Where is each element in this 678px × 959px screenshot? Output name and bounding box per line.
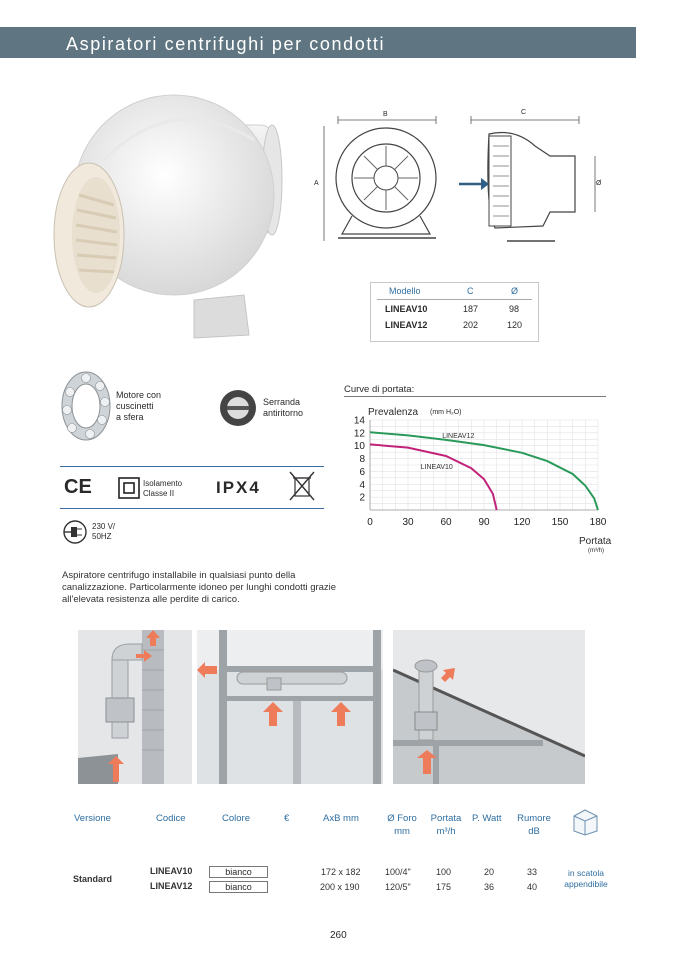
row-watt: 20 xyxy=(484,867,495,877)
spec-header-diam: Ø xyxy=(511,286,519,296)
x-tick-label: 150 xyxy=(551,517,569,528)
product-description: Aspiratore centrifugo installabile in qualsiasi punto della canalizzazione. Particolarmente idoneo per lunghi condotti grazie all'elevata resistenza alle perdite di carico. xyxy=(62,570,337,605)
spec-row-c: 202 xyxy=(463,320,479,330)
product-image xyxy=(44,80,284,340)
row-watt: 36 xyxy=(484,882,495,892)
spec-row-model: LINEAV10 xyxy=(385,304,428,314)
spec-header-model: Modello xyxy=(389,286,421,296)
chart-title: Curve di portata: xyxy=(344,384,415,395)
y-tick-label: 10 xyxy=(353,441,365,453)
cert-bottom-line xyxy=(60,508,324,509)
x-tick-label: 60 xyxy=(440,517,452,528)
feature-motor-text: Motore con cuscinetti a sfera xyxy=(116,390,162,422)
label-a: A xyxy=(314,180,319,187)
damper-icon xyxy=(218,388,258,428)
th-noise: Rumore dB xyxy=(517,813,551,837)
page-number: 260 xyxy=(330,930,347,941)
power-text: 230 V/ 50HZ xyxy=(92,522,116,541)
feature-damper-text: Serranda antiritorno xyxy=(263,397,304,418)
y-tick-label: 2 xyxy=(359,492,365,504)
x-tick-label: 0 xyxy=(367,517,373,528)
row-noise: 33 xyxy=(527,867,538,877)
x-tick-label: 30 xyxy=(402,517,414,528)
side-view-drawing xyxy=(455,106,605,246)
model-spec-table xyxy=(370,282,539,342)
cert-top-line xyxy=(60,466,324,467)
y-tick-label: 8 xyxy=(359,454,365,466)
y-tick-label: 12 xyxy=(353,428,365,440)
row-dims: 172 x 182 xyxy=(321,867,361,877)
weee-bin-icon xyxy=(288,470,316,502)
spec-row-diam: 98 xyxy=(509,304,520,314)
front-view-drawing xyxy=(312,106,452,246)
label-diameter: Ø xyxy=(596,180,602,187)
row-color: bianco xyxy=(209,881,268,893)
flow-chart xyxy=(340,412,620,562)
th-version: Versione xyxy=(74,813,111,824)
ball-bearing-icon xyxy=(60,370,112,442)
th-color: Colore xyxy=(222,813,250,824)
row-code: LINEAV10 xyxy=(150,866,193,876)
class-ii-icon xyxy=(118,477,140,499)
row-dims: 200 x 190 xyxy=(320,882,360,892)
ip-rating: IPX4 xyxy=(216,478,261,497)
row-hole: 120/5" xyxy=(385,882,411,892)
row-code: LINEAV12 xyxy=(150,881,193,891)
y-tick-label: 14 xyxy=(353,415,365,427)
series-label: LINEAV12 xyxy=(442,433,475,440)
spec-row-model: LINEAV12 xyxy=(385,320,428,330)
spec-row-c: 187 xyxy=(463,304,479,314)
x-tick-label: 90 xyxy=(478,517,490,528)
spec-header-c: C xyxy=(467,286,474,296)
x-tick-label: 180 xyxy=(589,517,607,528)
th-watt: P. Watt xyxy=(472,813,502,824)
power-plug-icon xyxy=(62,519,88,545)
th-hole: Ø Foro mm xyxy=(387,813,417,837)
th-flow: Portata m³/h xyxy=(430,813,462,837)
version-label: Standard xyxy=(73,874,113,884)
packaging-note: in scatola appendibile xyxy=(564,868,608,889)
chart-xlabel-unit: (m³/h) xyxy=(588,548,604,554)
spec-divider xyxy=(377,299,532,300)
chart-xlabel: Portata xyxy=(579,536,612,547)
th-price: € xyxy=(284,813,290,824)
chart-title-underline xyxy=(344,396,606,397)
insulation-text: Isolamento Classe II xyxy=(143,479,183,498)
series-label: LINEAV10 xyxy=(420,463,453,471)
row-noise: 40 xyxy=(527,882,538,892)
th-code: Codice xyxy=(156,813,186,824)
label-c: C xyxy=(521,109,527,116)
x-tick-label: 120 xyxy=(513,517,531,528)
chart-ylabel-unit: (mm H₂O) xyxy=(430,409,462,416)
spec-row-diam: 120 xyxy=(507,320,523,330)
row-hole: 100/4" xyxy=(385,867,411,877)
page-title: Aspiratori centrifughi per condotti xyxy=(66,34,386,54)
th-dims: AxB mm xyxy=(323,813,359,824)
package-box-icon xyxy=(570,806,600,836)
chart-ylabel: Prevalenza xyxy=(368,407,419,418)
installation-ceiling-image xyxy=(197,630,383,784)
y-tick-label: 4 xyxy=(359,479,365,491)
installation-wall-image xyxy=(78,630,192,784)
installation-roof-image xyxy=(393,630,585,784)
ce-mark: CE xyxy=(64,476,92,498)
row-flow: 175 xyxy=(436,882,452,892)
row-flow: 100 xyxy=(436,867,452,877)
y-tick-label: 6 xyxy=(359,466,365,478)
label-b: B xyxy=(383,111,388,118)
row-color: bianco xyxy=(209,866,268,878)
